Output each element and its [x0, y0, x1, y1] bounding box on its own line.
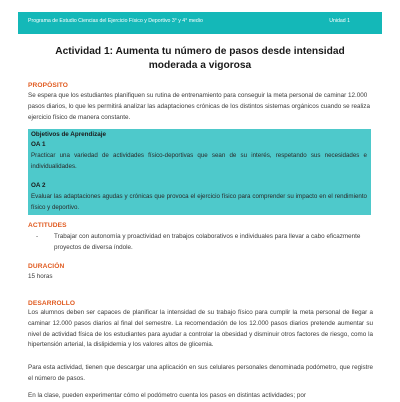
- activity-title: Actividad 1: Aumenta tu número de pasos desde intensidad moderada a vigorosa: [55, 46, 345, 71]
- oa1-code: OA 1: [31, 141, 46, 148]
- objetivos-title: Objetivos de Aprendizaje: [31, 131, 106, 138]
- program-title: Programa de Estudio Ciencias del Ejercicio Físico y Deportivo 3° y 4° medio: [28, 18, 203, 24]
- oa2-code: OA 2: [31, 182, 46, 189]
- desarrollo-paragraph-3: En la clase, pueden experimentar cómo el podómetro cuenta los pasos en distintas actividades; por: [28, 392, 306, 399]
- oa2-text: Evaluar las adaptaciones agudas y crónicas que provoca el ejercicio físico para comprender su impacto en el rendimiento físico y deportivo.: [31, 193, 367, 211]
- objetivos-box: [28, 129, 371, 215]
- duracion-heading: DURACIÓN: [28, 263, 65, 270]
- proposito-text: Se espera que los estudiantes planifiquen su rutina de entrenamiento para conseguir la meta personal de caminar 12.000 pasos diarios, lo que les permitirá analizar las adaptaciones crónicas de los distintos sistemas orgánicos cuando se realiza ejercicio físico de manera constante.: [28, 92, 370, 121]
- desarrollo-paragraph-1: Los alumnos deben ser capaces de planificar la intensidad de su trabajo físico para cumplir la meta personal de llegar a caminar 12.000 pasos diarios al final del semestre. La recomendación de los 12.000 pasos diarios pretende aumentar su nivel de actividad física de los estudiantes para ayudar a controlar la obesidad y disminuir otros factores de riesgo, como la hipertensión arterial, la dislipidemia y los valores altos de glicemia.: [28, 309, 373, 349]
- desarrollo-paragraph-2: Para esta actividad, tienen que descargar una aplicación en sus celulares personales denominada podómetro, que registre el número de pasos.: [28, 364, 373, 382]
- bullet-dash: -: [36, 233, 39, 240]
- actitudes-heading: ACTITUDES: [28, 222, 67, 229]
- desarrollo-heading: DESARROLLO: [28, 300, 76, 307]
- actitudes-text: Trabajar con autonomía y proactividad en trabajos colaborativos e individuales para llevar a cabo eficazmente proyectos de diversa índole.: [54, 233, 361, 251]
- oa1-text: Practicar una variedad de actividades físico-deportivas que sean de su interés, respetando sus necesidades e individualidades.: [31, 152, 367, 170]
- header-bar: [18, 12, 382, 34]
- duracion-text: 15 horas: [28, 273, 53, 280]
- proposito-heading: PROPÓSITO: [28, 82, 68, 89]
- unit-label: Unidad 1: [329, 18, 350, 24]
